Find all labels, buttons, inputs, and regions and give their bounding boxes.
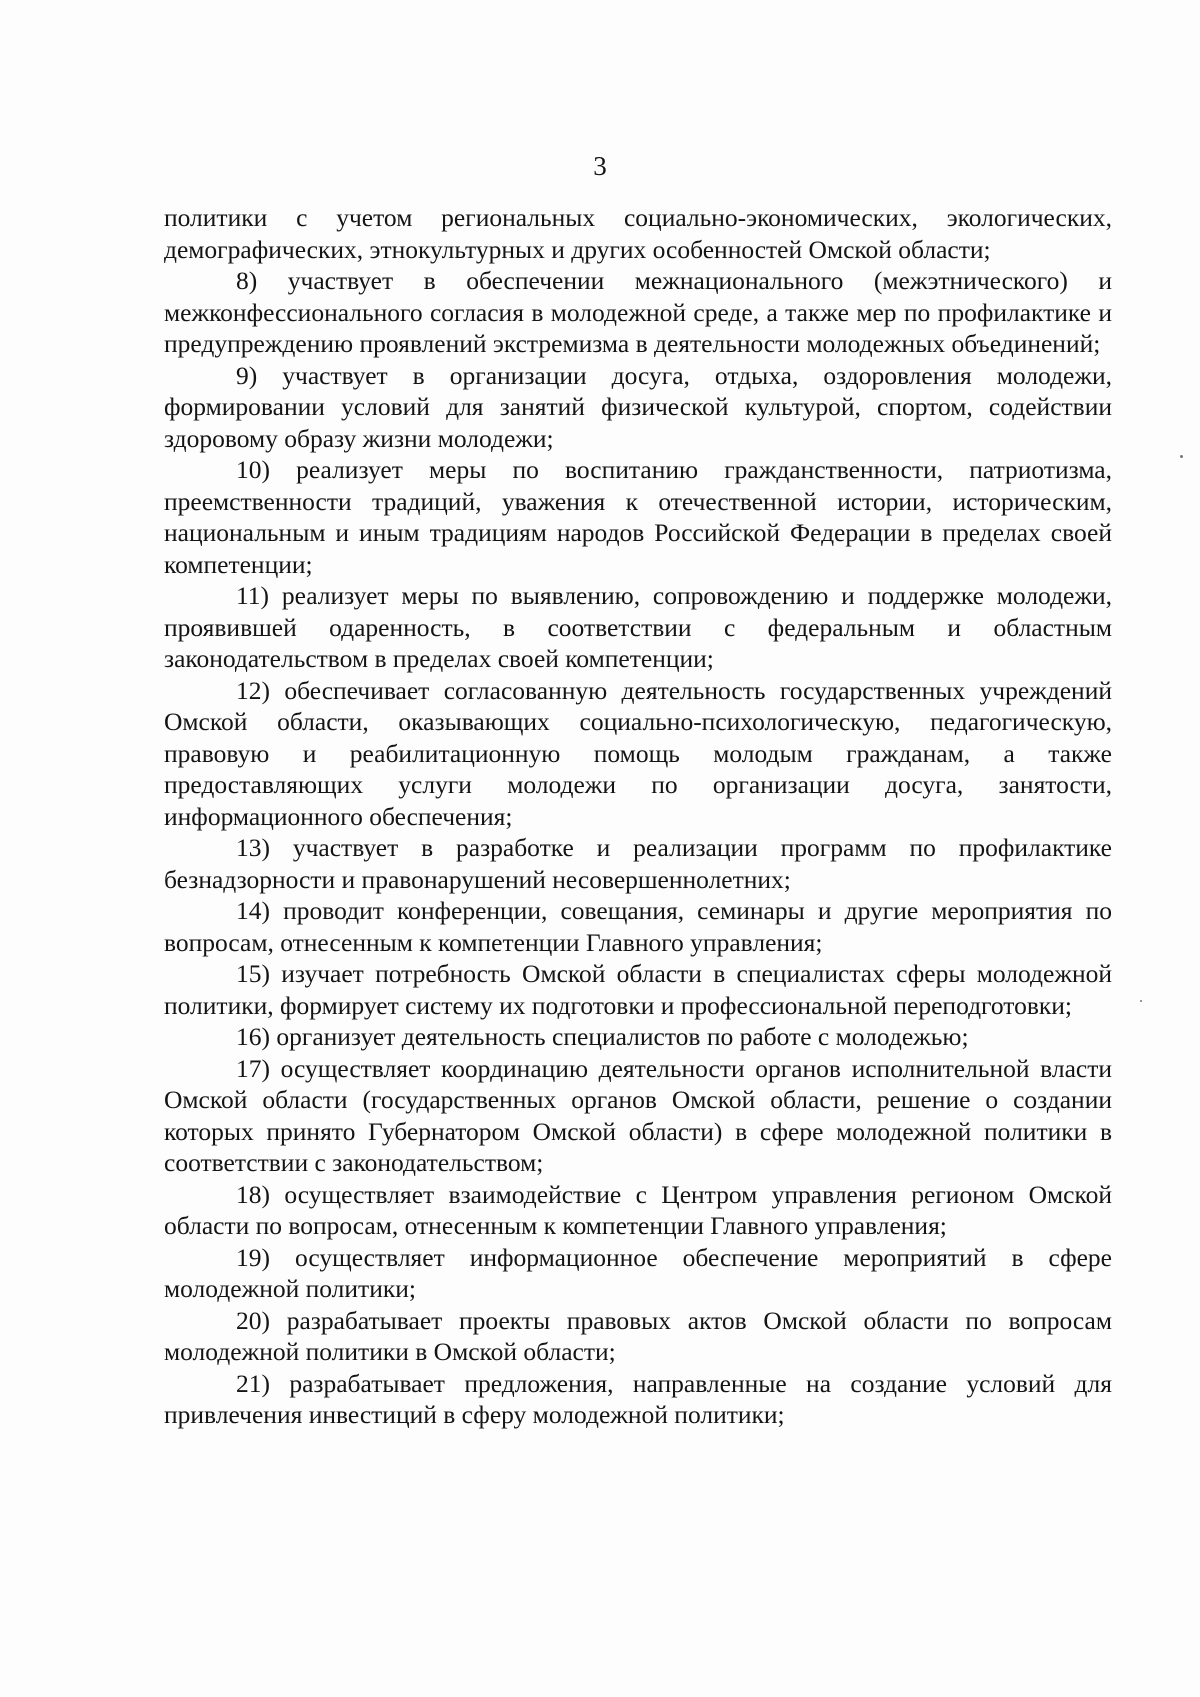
- document-body: [164, 202, 1112, 1431]
- page-number: 3: [593, 151, 607, 181]
- list-item-12: 12) обеспечивает согласованную деятельность государственных учреждений Омской области, оказывающих социально-психологическую, педагогическую, правовую и реабилитационную помощь молодым гражданам, а также предоставляющих услуги молодежи по организации досуга, занятости, информационного обеспечения;: [164, 675, 1112, 831]
- scan-speck: [1180, 455, 1183, 458]
- list-item-21: 21) разрабатывает предложения, направленные на создание условий для привлечения инвестиций в сферу молодежной политики;: [164, 1368, 1112, 1429]
- list-item-20: 20) разрабатывает проекты правовых актов Омской области по вопросам молодежной политики в Омской области;: [164, 1305, 1112, 1366]
- scan-speck: [1140, 1000, 1142, 1002]
- list-item-15: 15) изучает потребность Омской области в специалистах сферы молодежной политики, формирует систему их подготовки и профессиональной переподготовки;: [164, 959, 1112, 1020]
- list-item-16: 16) организует деятельность специалистов по работе с молодежью;: [236, 1022, 969, 1051]
- list-item-11: 11) реализует меры по выявлению, сопровождению и поддержке молодежи, проявившей одаренность, в соответствии с федеральным и областным законодательством в пределах своей компетенции;: [164, 581, 1112, 673]
- list-item-19: 19) осуществляет информационное обеспечение мероприятий в сфере молодежной политики;: [164, 1242, 1112, 1303]
- list-item-13: 13) участвует в разработке и реализации программ по профилактике безнадзорности и правонарушений несовершеннолетних;: [164, 833, 1112, 894]
- list-item-18: 18) осуществляет взаимодействие с Центром управления регионом Омской области по вопросам, отнесенным к компетенции Главного управления;: [164, 1179, 1112, 1240]
- list-item-17: 17) осуществляет координацию деятельности органов исполнительной власти Омской области (государственных органов Омской области, решение о создании которых принято Губернатором Омской области) в сфере молодежной политики в соответствии с законодательством;: [164, 1053, 1112, 1177]
- list-item-8: 8) участвует в обеспечении межнационального (межэтнического) и межконфессионального согласия в молодежной среде, а также мер по профилактике и предупреждению проявлений экстремизма в деятельности молодежных объединений;: [164, 266, 1112, 358]
- paragraph-continuation: политики с учетом региональных социально-экономических, экологических, демографических, этнокультурных и других особенностей Омской области;: [164, 203, 1112, 264]
- list-item-14: 14) проводит конференции, совещания, семинары и другие мероприятия по вопросам, отнесенным к компетенции Главного управления;: [164, 896, 1112, 957]
- list-item-10: 10) реализует меры по воспитанию гражданственности, патриотизма, преемственности традиций, уважения к отечественной истории, историческим, национальным и иным традициям народов Российской Федерации в пределах своей компетенции;: [164, 455, 1112, 579]
- list-item-9: 9) участвует в организации досуга, отдыха, оздоровления молодежи, формировании условий для занятий физической культурой, спортом, содействии здоровому образу жизни молодежи;: [164, 360, 1112, 453]
